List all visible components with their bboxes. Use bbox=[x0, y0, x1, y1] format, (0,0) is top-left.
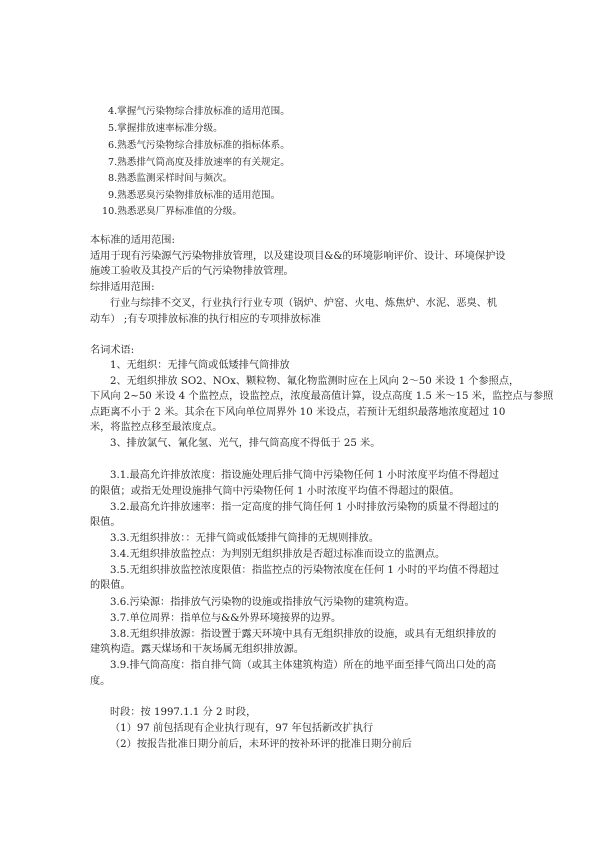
term-2: 米，将监控点移至最浓度点。 bbox=[90, 422, 223, 433]
objective-item: 6.熟悉气污染物综合排放标准的指标体系。 bbox=[108, 140, 290, 151]
definition-3-2: 3.2.最高允许排放速率：指一定高度的排气筒任何 1 小时排放污染物的质量不得超过的 bbox=[110, 502, 499, 513]
term-2: 2、无组织排放 SO2、NOx、颗粒物、氟化物监测时应在上风向 2～50 米设 1 个参照点， bbox=[110, 376, 520, 387]
objective-item: 5.掌握排放速率标准分级。 bbox=[108, 123, 223, 134]
period-item-1: （1）97 前包括现有企业执行现有，97 年包括新改扩执行 bbox=[110, 723, 374, 734]
objective-item: 10.熟悉恶臭厂界标准值的分级。 bbox=[102, 206, 242, 217]
definition-3-9: 度。 bbox=[90, 676, 111, 687]
comprehensive-scope-heading: 综排适用范围: bbox=[90, 282, 155, 293]
term-1: 1、无组织：无排气筒或低矮排气筒排放 bbox=[110, 360, 290, 371]
definition-3-8: 建筑构造。露天煤场和干灰场属无组织排放源。 bbox=[90, 644, 304, 655]
term-2: 下风向 2~50 米设 4 个监控点，设监控点，浓度最高值计算，设点高度 1.5 米～15 米，监控点与参照 bbox=[90, 391, 554, 402]
definition-3-5: 的限值。 bbox=[90, 580, 131, 591]
definition-3-5: 3.5.无组织排放监控浓度限值：指监控点的污染物浓度在任何 1 小时的平均值不得超过 bbox=[110, 565, 499, 576]
comprehensive-scope-text: 行业与综排不交叉，行业执行行业专项（锅炉、炉窑、火电、炼焦炉、水泥、恶臭、机 bbox=[110, 298, 498, 309]
scope-text: 施竣工验收及其投产后的气污染物排放管理。 bbox=[90, 266, 294, 277]
objective-item: 9.熟悉恶臭污染物排放标准的适用范围。 bbox=[108, 190, 281, 201]
scope-heading: 本标准的适用范围: bbox=[90, 235, 175, 246]
definition-3-9: 3.9.排气筒高度：指自排气筒（或其主体建筑构造）所在的地平面至排气筒出口处的高 bbox=[110, 660, 497, 671]
term-3: 3、排放氯气、氰化氢、光气，排气筒高度不得低于 25 米。 bbox=[110, 438, 381, 449]
term-2: 点距离不小于 2 米。其余在下风向单位周界外 10 米设点，若预计无组织最落地浓度超过 10 bbox=[90, 407, 506, 418]
definition-3-4: 3.4.无组织排放监控点：为判别无组织排放是否超过标准而设立的监测点。 bbox=[110, 549, 446, 560]
comprehensive-scope-text: 动车） ;有专项排放标准的执行相应的专项排放标准 bbox=[90, 314, 321, 325]
definition-3-6: 3.6.污染源：指排放气污染物的设施或指排放气污染物的建筑构造。 bbox=[110, 597, 415, 608]
definition-3-1: 的限值；或指无处理设施排气筒中污染物任何 1 小时浓度平均值不得超过的限值。 bbox=[90, 486, 460, 497]
period-item-2: （2）按报告批准日期分前后，未环评的按补环评的批准日期分前后 bbox=[110, 739, 412, 750]
period-intro: 时段：按 1997.1.1 分 2 时段， bbox=[110, 707, 257, 718]
objective-item: 8.熟悉监测采样时间与频次。 bbox=[108, 173, 233, 184]
objective-item: 7.熟悉排气筒高度及排放速率的有关规定。 bbox=[108, 157, 290, 168]
definition-3-8: 3.8.无组织排放源：指设置于露天环境中具有无组织排放的设施，或具有无组织排放的 bbox=[110, 629, 497, 640]
objective-item: 4.掌握气污染物综合排放标准的适用范围。 bbox=[108, 106, 290, 117]
definition-3-1: 3.1.最高允许排放浓度：指设施处理后排气筒中污染物任何 1 小时浓度平均值不得超过 bbox=[110, 470, 499, 481]
scope-text: 适用于现有污染源气污染物排放管理，以及建设项目&&的环境影响评价、设计、环境保护设 bbox=[90, 251, 506, 262]
definition-3-3: 3.3.无组织排放：：无排气筒或低矮排气筒排的无规则排放。 bbox=[110, 533, 380, 544]
terms-heading: 名词术语: bbox=[90, 345, 135, 356]
definition-3-2: 限值。 bbox=[90, 517, 121, 528]
definition-3-7: 3.7.单位周界：指单位与&&外界环境接界的边界。 bbox=[110, 613, 342, 624]
